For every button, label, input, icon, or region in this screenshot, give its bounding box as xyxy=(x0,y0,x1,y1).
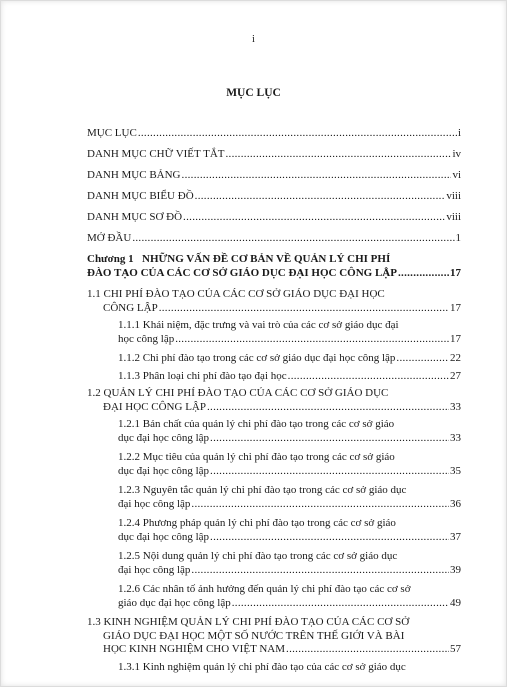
toc-entry-section-1-1-1[interactable]: 1.1.1 Khái niệm, đặc trưng và vai trò của các cơ sở giáo dục đại học công lập ..... 17 xyxy=(87,319,461,346)
toc-entry-charts[interactable]: DANH MỤC BIỂU ĐỒ ..... viii xyxy=(87,190,461,204)
toc-entry-section-1-2-6[interactable]: 1.2.6 Các nhân tố ảnh hưởng đến quản lý chi phí đào tạo các cơ sở giáo dục đại học công lập ..... 49 xyxy=(87,583,461,610)
toc-entry-section-1-2-5[interactable]: 1.2.5 Nội dung quản lý chi phí đào tạo trong các cơ sở giáo dục đại học công lập ..... 39 xyxy=(87,550,461,577)
toc-entry-chapter-1[interactable]: Chương 1 NHỮNG VẤN ĐỀ CƠ BẢN VỀ QUẢN LÝ CHI PHÍ ĐÀO TẠO CỦA CÁC CƠ SỞ GIÁO DỤC ĐẠI HỌC CÔNG LẬP ..... 17 xyxy=(87,253,461,280)
toc-entry-section-1-1-3[interactable]: 1.1.3 Phân loại chi phí đào tạo đại học ..... 27 xyxy=(87,370,461,384)
toc-entry-section-1-2[interactable]: 1.2 QUẢN LÝ CHI PHÍ ĐÀO TẠO CỦA CÁC CƠ SỞ GIÁO DỤC ĐẠI HỌC CÔNG LẬP ..... 33 xyxy=(87,387,461,414)
toc-entry-section-1-2-4[interactable]: 1.2.4 Phương pháp quản lý chi phí đào tạo trong các cơ sở giáo dục đại học công lập ..... 37 xyxy=(87,517,461,544)
page-number: i xyxy=(252,34,255,45)
toc-entry-diagrams[interactable]: DANH MỤC SƠ ĐỒ ..... viii xyxy=(87,211,461,225)
toc-entry-introduction[interactable]: MỞ ĐẦU ..... 1 xyxy=(87,232,461,246)
toc-entry-abbreviations[interactable]: DANH MỤC CHỮ VIẾT TẮT ..... iv xyxy=(87,148,461,162)
toc-entry-muc-luc[interactable]: MỤC LỤC ..... i xyxy=(87,127,461,141)
toc-entry-section-1-2-3[interactable]: 1.2.3 Nguyên tắc quản lý chi phí đào tạo trong các cơ sở giáo dục đại học công lập ..... 36 xyxy=(87,484,461,511)
table-of-contents xyxy=(87,127,461,680)
toc-entry-section-1-1-2[interactable]: 1.1.2 Chi phí đào tạo trong các cơ sở giáo dục đại học công lập ..... 22 xyxy=(87,352,461,366)
toc-entry-section-1-1[interactable]: 1.1 CHI PHÍ ĐÀO TẠO CỦA CÁC CƠ SỞ GIÁO DỤC ĐẠI HỌC CÔNG LẬP ..... 17 xyxy=(87,288,461,315)
toc-entry-section-1-2-2[interactable]: 1.2.2 Mục tiêu của quản lý chi phí đào tạo trong các cơ sở giáo dục đại học công lập ..... 35 xyxy=(87,451,461,478)
toc-entry-section-1-3[interactable]: 1.3 KINH NGHIỆM QUẢN LÝ CHI PHÍ ĐÀO TẠO CỦA CÁC CƠ SỞ GIÁO DỤC ĐẠI HỌC MỘT SỐ NƯỚC TRÊN THẾ GIỚI VÀ BÀI HỌC KINH NGHIỆM CHO VIỆT NAM ..... 57 xyxy=(87,616,461,657)
toc-entry-section-1-3-1[interactable]: 1.3.1 Kinh nghiệm quản lý chi phí đào tạo của các cơ sở giáo dục xyxy=(118,660,406,673)
toc-entry-section-1-2-1[interactable]: 1.2.1 Bản chất của quản lý chi phí đào tạo trong các cơ sở giáo dục đại học công lập ..... 33 xyxy=(87,418,461,445)
toc-entry-tables[interactable]: DANH MỤC BẢNG ..... vi xyxy=(87,169,461,183)
page-title: MỤC LỤC xyxy=(226,87,281,99)
